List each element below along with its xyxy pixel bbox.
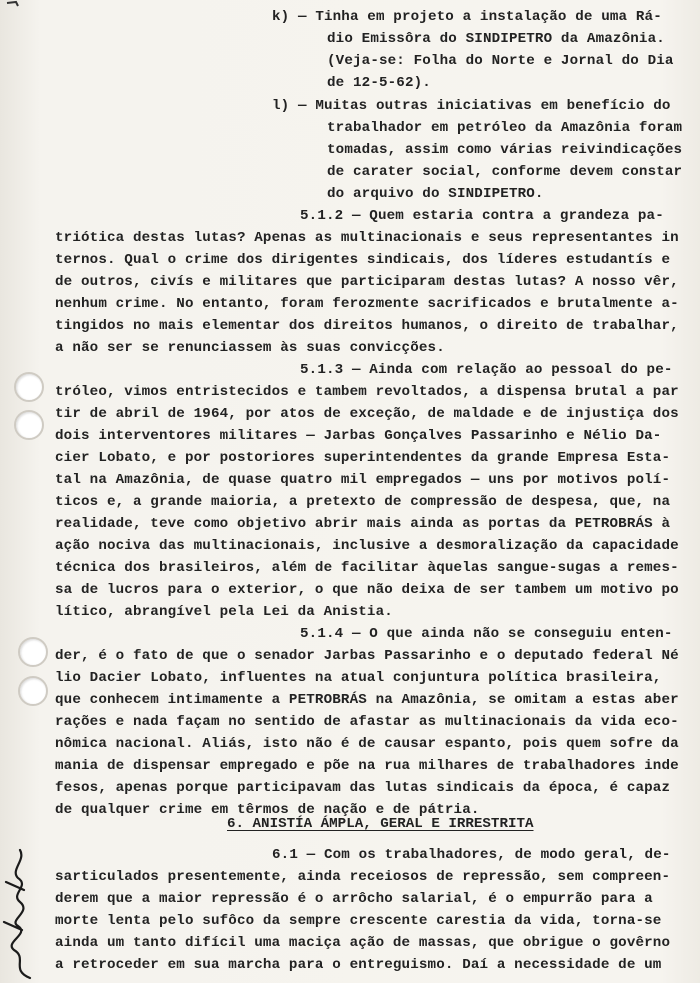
corner-mark [6,0,20,10]
text-line: rações e nada façam no sentido de afastar as multinacionais da vida eco- [55,714,679,730]
text-line: nômica nacional. Aliás, isto não é de causar espanto, pois quem sofre da [55,736,679,752]
text-line: tomadas, assim como várias reivindicações [327,142,683,158]
text-line: ternos. Qual o crime dos dirigentes sindicais, dos líderes estudantís e [55,252,671,268]
text-line: realidade, teve como objetivo abrir mais ainda as portas da PETROBRÁS à [55,516,671,532]
text-line: tróleo, vimos entristecidos e tambem revoltados, a dispensa brutal a par [55,384,679,400]
text-line: mania de dispensar empregado e põe na rua milhares de trabalhadores inde [55,758,679,774]
text-line: (Veja-se: Folha do Norte e Jornal do Dia [327,53,674,69]
text-line: k) — Tinha em projeto a instalação de uma Rá- [272,9,662,25]
text-line: ainda um tanto difícil uma maciça ação de massas, que obrigue o govêrno [55,935,671,951]
text-line: cier Lobato, e por postoriores superintendentes da grande Empresa Esta- [55,450,671,466]
paragraph-start: 6.1 — Com os trabalhadores, de modo geral, de- [272,847,671,863]
text-line: que conhecem intimamente a PETROBRÁS na Amazônia, se omitam a estas aber [55,692,679,708]
text-line: morte lenta pelo sufôco da sempre crescente carestia da vida, torna-se [55,913,662,929]
text-line: tal na Amazônia, de quase quatro mil empregados — uns por motivos polí- [55,472,671,488]
text-line: dio Emissôra do SINDIPETRO da Amazônia. [327,31,665,47]
paragraph-start: 5.1.2 — Quem estaria contra a grandeza pa- [300,208,664,224]
handwritten-signature [0,830,40,980]
text-line: nenhum crime. No entanto, foram ferozmente sacrificados e brutalmente a- [55,296,679,312]
text-line: de 12-5-62). [327,75,431,91]
text-line: tir de abril de 1964, por atos de exceção, de maldade e de injustiça dos [55,406,679,422]
text-line: der, é o fato de que o senador Jarbas Passarinho e o deputado federal Né [55,648,679,664]
section-heading: 6. ANISTÍA ÁMPLA, GERAL E IRRESTRITA [227,816,534,832]
text-line: l) — Muitas outras iniciativas em benefício do [272,98,671,114]
text-line: fesos, apenas porque participavam das lutas sindicais da época, é capaz [55,780,671,796]
text-line: a retroceder em sua marcha para o entreguismo. Daí a necessidade de um [55,957,662,973]
text-line: ação nociva das multinacionais, inclusive a desmoralização da capacidade [55,538,679,554]
text-line: dois interventores militares — Jarbas Gonçalves Passarinho e Nélio Da- [55,428,662,444]
text-line: técnica dos brasileiros, além de facilitar àquelas sangue-sugas a remes- [55,560,679,576]
punch-hole [14,372,44,402]
text-line: trabalhador em petróleo da Amazônia foram [327,120,683,136]
paragraph-start: 5.1.3 — Ainda com relação ao pessoal do pe- [300,362,673,378]
text-line: derem que a maior repressão é o arrôcho salarial, é o empurrão para a [55,891,653,907]
punch-hole [14,410,44,440]
text-line: lio Dacier Lobato, influentes na atual conjuntura política brasileira, [55,670,662,686]
punch-hole [18,637,48,667]
text-line: de carater social, conforme devem constar [327,164,683,180]
text-line: tingidos no mais elementar dos direitos humanos, o direito de trabalhar, [55,318,679,334]
text-line: lítico, abrangível pela Lei da Anistia. [55,604,393,620]
text-line: a não ser se renunciassem às suas convicções. [55,340,445,356]
text-line: ticos e, a grande maioria, a pretexto de compressão de despesa, que, na [55,494,671,510]
text-line: de outros, civís e militares que participaram destas lutas? A nosso vêr, [55,274,679,290]
punch-hole [18,676,48,706]
text-line: sarticulados presentemente, ainda receiosos de repressão, sem compreen- [55,869,671,885]
text-line: de qualquer crime em têrmos de nação e de pátria. [55,802,480,818]
text-line: triótica destas lutas? Apenas as multinacionais e seus representantes in [55,230,679,246]
text-line: do arquivo do SINDIPETRO. [327,186,544,202]
text-line: sa de lucros para o exterior, o que não deixa de ser tambem um motivo po [55,582,679,598]
paragraph-start: 5.1.4 — O que ainda não se conseguiu enten- [300,626,673,642]
